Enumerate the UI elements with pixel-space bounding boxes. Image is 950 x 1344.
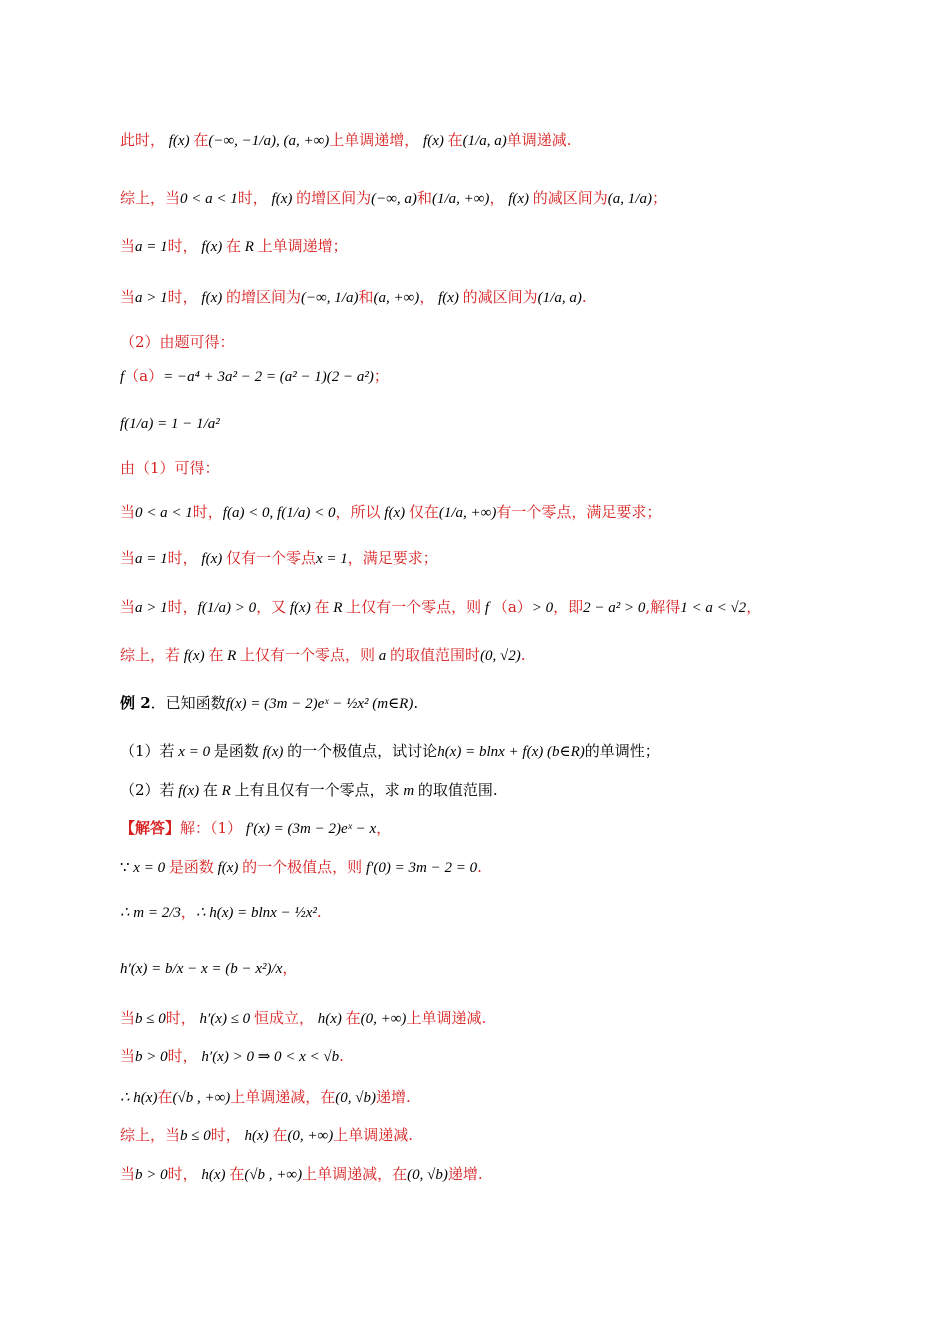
text-line bbox=[120, 780, 498, 801]
text-line bbox=[120, 693, 418, 714]
text-line bbox=[120, 236, 348, 257]
text-run: . bbox=[581, 288, 587, 306]
text-run: ，即 bbox=[553, 598, 584, 616]
text-run: 递增. bbox=[376, 1088, 411, 1106]
text-run: 时， bbox=[167, 549, 198, 567]
math-expression: (0, √b) bbox=[335, 1090, 377, 1106]
math-expression: h(x) bbox=[313, 1011, 346, 1027]
text-run: 时， bbox=[167, 1165, 198, 1183]
text-line bbox=[120, 597, 761, 618]
text-run: 上单调递减，在 bbox=[230, 1088, 336, 1106]
text-run: 的增区间为 bbox=[296, 189, 372, 207]
text-run: 上单调递减. bbox=[333, 1126, 414, 1144]
math-expression: f(x) bbox=[380, 505, 409, 521]
text-line bbox=[120, 1125, 413, 1146]
text-run: ，满足要求； bbox=[347, 549, 438, 567]
text-run: 综上，若 bbox=[120, 646, 181, 664]
math-expression: x = 1 bbox=[316, 551, 348, 567]
math-expression: f(x) bbox=[165, 133, 194, 149]
text-run: 当 bbox=[120, 1047, 136, 1065]
text-run: . bbox=[477, 858, 482, 876]
text-run: ， bbox=[489, 189, 505, 207]
text-run: 的单调性； bbox=[584, 742, 660, 760]
math-expression: ∴ h(x) = blnx − ½x² bbox=[195, 905, 317, 921]
text-run: . bbox=[339, 1047, 344, 1065]
text-run: 上仅有一个零点，则 bbox=[240, 646, 376, 664]
math-expression: > 0 bbox=[531, 600, 554, 616]
math-expression: f(x) bbox=[197, 290, 226, 306]
math-expression: (a, +∞) bbox=[373, 290, 420, 306]
math-expression: m bbox=[399, 783, 418, 799]
math-expression: R bbox=[329, 600, 347, 616]
text-run: 递增. bbox=[447, 1165, 483, 1183]
math-expression: f(x) bbox=[434, 290, 463, 306]
math-expression: ∴ h(x) bbox=[120, 1090, 158, 1106]
text-run: 的减区间为 bbox=[462, 288, 538, 306]
math-expression: h(x) bbox=[240, 1128, 273, 1144]
text-run: ； bbox=[651, 189, 667, 207]
text-run: 综上，当 bbox=[120, 189, 181, 207]
text-line bbox=[120, 1008, 486, 1029]
text-run: 此时， bbox=[120, 131, 166, 149]
math-expression: b > 0 bbox=[135, 1167, 168, 1183]
text-run: . bbox=[520, 646, 526, 664]
text-run: 单调递减. bbox=[506, 131, 572, 149]
text-run: 在 bbox=[272, 1126, 288, 1144]
text-run: ； bbox=[373, 367, 389, 385]
text-run: 在 bbox=[345, 1009, 361, 1027]
text-run: 解：（1） bbox=[180, 819, 243, 837]
math-expression: x = 0 bbox=[174, 744, 214, 760]
text-line bbox=[120, 1046, 344, 1067]
math-expression: (0, +∞) bbox=[360, 1011, 407, 1027]
math-expression: (0, √b) bbox=[407, 1167, 448, 1183]
text-run: 上仅有一个零点，则 bbox=[346, 598, 482, 616]
text-run: 是函数 bbox=[213, 742, 259, 760]
text-line bbox=[120, 548, 438, 569]
math-expression: x = 0 bbox=[129, 860, 169, 876]
text-run: ，所以 bbox=[335, 503, 381, 521]
text-run: 在 bbox=[225, 237, 241, 255]
math-expression: a bbox=[375, 648, 391, 664]
text-line bbox=[120, 818, 391, 839]
text-run: 当 bbox=[120, 598, 136, 616]
text-run: 是函数 bbox=[168, 858, 214, 876]
math-expression: (√b , +∞) bbox=[244, 1167, 303, 1183]
math-expression: h′(x) = b/x − x = (b − x²)/x bbox=[120, 961, 283, 977]
text-run: （2）由题可得： bbox=[120, 333, 235, 351]
text-run: 当 bbox=[120, 1009, 136, 1027]
math-expression: f(1/a) > 0 bbox=[197, 600, 257, 616]
math-expression: f(x) bbox=[197, 239, 226, 255]
math-expression: h(x) bbox=[197, 1167, 230, 1183]
text-line bbox=[120, 188, 667, 209]
text-run: 在 bbox=[447, 131, 463, 149]
text-line bbox=[120, 857, 482, 878]
text-run: 时， bbox=[167, 237, 198, 255]
math-expression: ∴ m = 2/3 bbox=[120, 905, 181, 921]
math-expression: R bbox=[223, 648, 241, 664]
text-run: ， bbox=[180, 903, 196, 921]
math-expression: f′(x) = (3m − 2)eˣ − x bbox=[242, 821, 377, 837]
text-run: （2）若 bbox=[120, 781, 175, 799]
math-expression: a > 1 bbox=[135, 600, 168, 616]
text-line bbox=[120, 458, 220, 478]
text-line bbox=[120, 741, 660, 762]
math-expression: (1/a, +∞) bbox=[431, 191, 490, 207]
text-line bbox=[120, 958, 297, 979]
math-expression: 0 < a < 1 bbox=[135, 505, 193, 521]
math-expression: f(x) bbox=[180, 648, 209, 664]
text-run: 在 bbox=[229, 1165, 245, 1183]
text-run: 上单调递减. bbox=[406, 1009, 487, 1027]
text-run: 由（1）可得： bbox=[120, 459, 220, 477]
math-expression: h′(x) ≤ 0 bbox=[195, 1011, 254, 1027]
text-run: 在 bbox=[157, 1088, 173, 1106]
math-expression: f(1/a) = 1 − 1/a² bbox=[120, 416, 220, 432]
text-run: ∵ bbox=[120, 858, 130, 876]
text-run: 时， bbox=[167, 1047, 198, 1065]
text-line bbox=[120, 502, 661, 523]
math-expression: h′(x) > 0 ⇒ 0 < x < √b bbox=[197, 1049, 340, 1065]
text-run: 时， bbox=[167, 598, 198, 616]
text-run: 上单调递减，在 bbox=[302, 1165, 408, 1183]
math-expression: (0, +∞) bbox=[287, 1128, 334, 1144]
math-expression: f(x) bbox=[213, 860, 243, 876]
text-run: （a） bbox=[124, 367, 164, 385]
text-run: 上单调递增； bbox=[257, 237, 348, 255]
math-expression: (−∞, −1/a), (a, +∞) bbox=[208, 133, 330, 149]
math-expression: a = 1 bbox=[135, 551, 168, 567]
math-expression: R bbox=[241, 239, 258, 255]
math-expression: f(a) < 0, f(1/a) < 0 bbox=[222, 505, 336, 521]
text-run: 在 bbox=[202, 781, 218, 799]
text-run: 时， bbox=[167, 288, 198, 306]
text-run: （1）若 bbox=[120, 742, 175, 760]
text-run: ．已知函数 bbox=[150, 694, 226, 712]
math-expression: a = 1 bbox=[135, 239, 168, 255]
text-run: 和 bbox=[416, 189, 432, 207]
math-expression: b ≤ 0 bbox=[135, 1011, 166, 1027]
text-run: 和 bbox=[358, 288, 374, 306]
math-expression: b > 0 bbox=[135, 1049, 168, 1065]
text-run: 时， bbox=[210, 1126, 241, 1144]
text-run: ， bbox=[419, 288, 435, 306]
math-expression: (a, 1/a) bbox=[607, 191, 652, 207]
text-run: 当 bbox=[120, 237, 136, 255]
text-run: 在 bbox=[208, 646, 224, 664]
math-expression: f′(0) = 3m − 2 = 0 bbox=[362, 860, 478, 876]
text-line bbox=[120, 1164, 483, 1185]
text-run: ， bbox=[746, 598, 762, 616]
math-expression: = −a⁴ + 3a² − 2 = (a² − 1)(2 − a²) bbox=[163, 369, 374, 385]
text-run: 有一个零点，满足要求； bbox=[496, 503, 662, 521]
math-expression: (0, √2) bbox=[480, 648, 521, 664]
text-run: 恒成立， bbox=[253, 1009, 314, 1027]
math-expression: (1/a, a) bbox=[462, 133, 507, 149]
math-expression: (1/a, +∞) bbox=[438, 505, 497, 521]
math-expression: f(x) bbox=[267, 191, 297, 207]
math-expression: f(x) = (3m − 2)eˣ − ½x² (m∈R) bbox=[225, 696, 414, 712]
text-run: 的一个极值点，则 bbox=[242, 858, 363, 876]
text-line bbox=[120, 645, 526, 666]
math-expression: a > 1 bbox=[135, 290, 168, 306]
math-expression: f bbox=[481, 600, 493, 616]
math-expression: 0 < a < 1 bbox=[180, 191, 238, 207]
text-run: 上有且仅有一个零点，求 bbox=[234, 781, 400, 799]
math-expression: f bbox=[120, 369, 125, 385]
math-expression: h(x) = blnx + f(x) (b∈R) bbox=[437, 744, 585, 760]
math-expression: f(x) bbox=[197, 551, 226, 567]
text-run: 例 2 bbox=[120, 694, 151, 712]
text-run: 时， bbox=[192, 503, 223, 521]
text-run: . bbox=[413, 694, 419, 712]
math-expression: (−∞, a) bbox=[371, 191, 417, 207]
text-run: 在 bbox=[314, 598, 330, 616]
text-run: 时， bbox=[165, 1009, 196, 1027]
math-expression: (−∞, 1/a) bbox=[301, 290, 359, 306]
math-expression: f(x) bbox=[174, 783, 203, 799]
text-run: ，又 bbox=[256, 598, 287, 616]
text-run: 的增区间为 bbox=[225, 288, 301, 306]
text-line bbox=[120, 1087, 411, 1108]
text-run: （a） bbox=[492, 598, 532, 616]
text-run: 的减区间为 bbox=[532, 189, 608, 207]
text-line bbox=[120, 332, 235, 352]
text-line bbox=[120, 287, 587, 308]
text-run: 【解答】 bbox=[120, 819, 181, 837]
text-run: 的一个极值点，试讨论 bbox=[287, 742, 438, 760]
text-run: . bbox=[316, 903, 322, 921]
text-run: ,解得 bbox=[645, 598, 681, 616]
text-run: 仅在 bbox=[408, 503, 439, 521]
text-line bbox=[120, 902, 322, 923]
text-run: 综上，当 bbox=[120, 1126, 181, 1144]
text-run: 时， bbox=[237, 189, 268, 207]
math-expression: b ≤ 0 bbox=[180, 1128, 211, 1144]
math-expression: f(x) bbox=[258, 744, 288, 760]
math-expression: (1/a, a) bbox=[537, 290, 582, 306]
text-run: 的取值范围. bbox=[417, 781, 498, 799]
text-run: ， bbox=[282, 959, 298, 977]
text-line bbox=[120, 366, 389, 387]
math-expression: f(x) bbox=[419, 133, 448, 149]
text-run: 的取值范围时 bbox=[390, 646, 481, 664]
text-run: ， bbox=[376, 819, 392, 837]
math-expression: (√b , +∞) bbox=[172, 1090, 231, 1106]
text-run: 当 bbox=[120, 1165, 136, 1183]
math-expression: 1 < a < √2 bbox=[680, 600, 747, 616]
text-run: 在 bbox=[193, 131, 209, 149]
text-run: 仅有一个零点 bbox=[225, 549, 316, 567]
math-expression: f(x) bbox=[504, 191, 533, 207]
math-expression: 2 − a² > 0 bbox=[583, 600, 646, 616]
text-run: 当 bbox=[120, 549, 136, 567]
text-line bbox=[120, 413, 220, 434]
text-run: 当 bbox=[120, 288, 136, 306]
math-expression: f(x) bbox=[286, 600, 315, 616]
math-expression: R bbox=[217, 783, 235, 799]
text-line bbox=[120, 130, 572, 151]
text-run: 上单调递增， bbox=[329, 131, 420, 149]
text-run: 当 bbox=[120, 503, 136, 521]
